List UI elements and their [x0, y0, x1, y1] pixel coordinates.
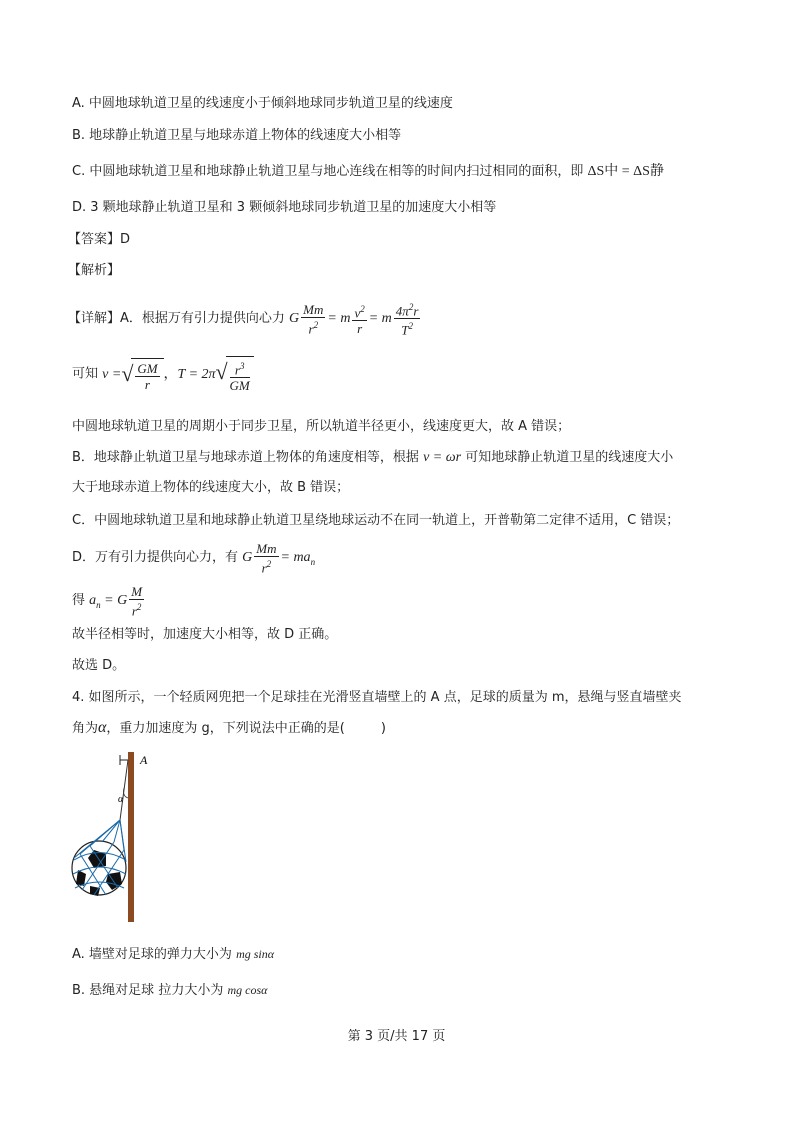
detail-line-2b: 可知地球静止轨道卫星的线速度大小 [465, 450, 674, 465]
detail-a-row [68, 300, 422, 338]
option-a-prev: A. 中圆地球轨道卫星的线速度小于倾斜地球同步轨道卫星的线速度 [72, 96, 453, 111]
detail-line-2-row [72, 449, 673, 467]
q4-option-a-row [72, 945, 274, 964]
gravity-formula: G $\frac{Mm}{r^2}$ = m $\frac{v^2}{r}$ = m $\frac{4\pi^2r}{T^2}$ [289, 301, 419, 338]
q4-line-2-row [72, 719, 386, 738]
q4-option-b-formula: mg cosα [227, 983, 268, 997]
q4-line-2c: ) [380, 721, 386, 736]
point-a-label: A [140, 753, 148, 767]
detail-a-text: 【详解】A．根据万有引力提供向心力 [68, 310, 285, 326]
detail-line-2-formula: v = ωr [423, 450, 462, 465]
detail-line-5: D．万有引力提供向心力，有 [72, 550, 239, 566]
option-c-prev-row [72, 163, 664, 181]
q4-option-b-row [72, 981, 267, 1000]
angle-alpha-label: α [118, 794, 124, 805]
known-prefix: 可知 [72, 366, 99, 382]
analysis-label: 【解析】 [68, 263, 121, 278]
q4-line-2a: 角为 [72, 721, 99, 736]
football-wall-figure [66, 750, 166, 925]
option-b-prev: B. 地球静止轨道卫星与地球赤道上物体的线速度大小相等 [72, 128, 402, 143]
detail-line-6-row [72, 584, 146, 618]
q4-alpha: α [98, 719, 107, 736]
detail-line-7: 故半径相等时，加速度大小相等，故 D 正确。 [72, 627, 338, 642]
option-c-prev: C. 中圆地球轨道卫星和地球静止轨道卫星与地心连线在相等的时间内扫过相同的面积，即 [72, 164, 584, 179]
known-row [72, 356, 254, 393]
detail-line-8: 故选 D。 [72, 658, 126, 673]
answer: 【答案】D [68, 232, 131, 247]
detail-line-3: 大于地球赤道上物体的线速度大小，故 B 错误； [72, 480, 350, 495]
detail-line-1: 中圆地球轨道卫星的周期小于同步卫星，所以轨道半径更小，线速度更大，故 A 错误； [72, 419, 571, 434]
detail-line-6: 得 [72, 593, 86, 609]
q4-line-1: 4. 如图所示，一个轻质网兜把一个足球挂在光滑竖直墙壁上的 A 点，足球的质量为 m，悬绳与竖直墙壁夹 [72, 690, 682, 705]
q4-option-a: A. 墙壁对足球的弹力大小为 [72, 947, 232, 962]
q4-option-a-formula: mg sinα [236, 947, 275, 961]
q4-line-2b: ，重力加速度为 g，下列说法中正确的是( [106, 721, 345, 736]
detail-line-5-row [72, 541, 315, 575]
detail-line-2a: B．地球静止轨道卫星与地球赤道上物体的角速度相等，根据 [72, 450, 419, 465]
option-d-prev: D. 3 颗地球静止轨道卫星和 3 颗倾斜地球同步轨道卫星的加速度大小相等 [72, 200, 497, 215]
detail-line-4: C．中圆地球轨道卫星和地球静止轨道卫星绕地球运动不在同一轨道上，开普勒第二定律不适用，C 错误； [72, 513, 680, 528]
centripetal-formula: G $\frac{Mm}{r^2}$ = $ma_n$ [242, 541, 316, 576]
q4-option-b: B. 悬绳对足球 拉力大小为 [72, 983, 224, 998]
acceleration-formula: $a_n = G$ $\frac{M}{r^2}$ [89, 584, 143, 619]
wall [128, 752, 134, 922]
velocity-period-formula: v = √ $\frac{GM}{r}$ ，T = 2π √ $\frac{r^3}{GM}$ [102, 367, 254, 382]
page-footer: 第 3 页/共 17 页 [347, 1029, 446, 1044]
option-c-formula: ΔS中 = ΔS静 [587, 164, 664, 179]
